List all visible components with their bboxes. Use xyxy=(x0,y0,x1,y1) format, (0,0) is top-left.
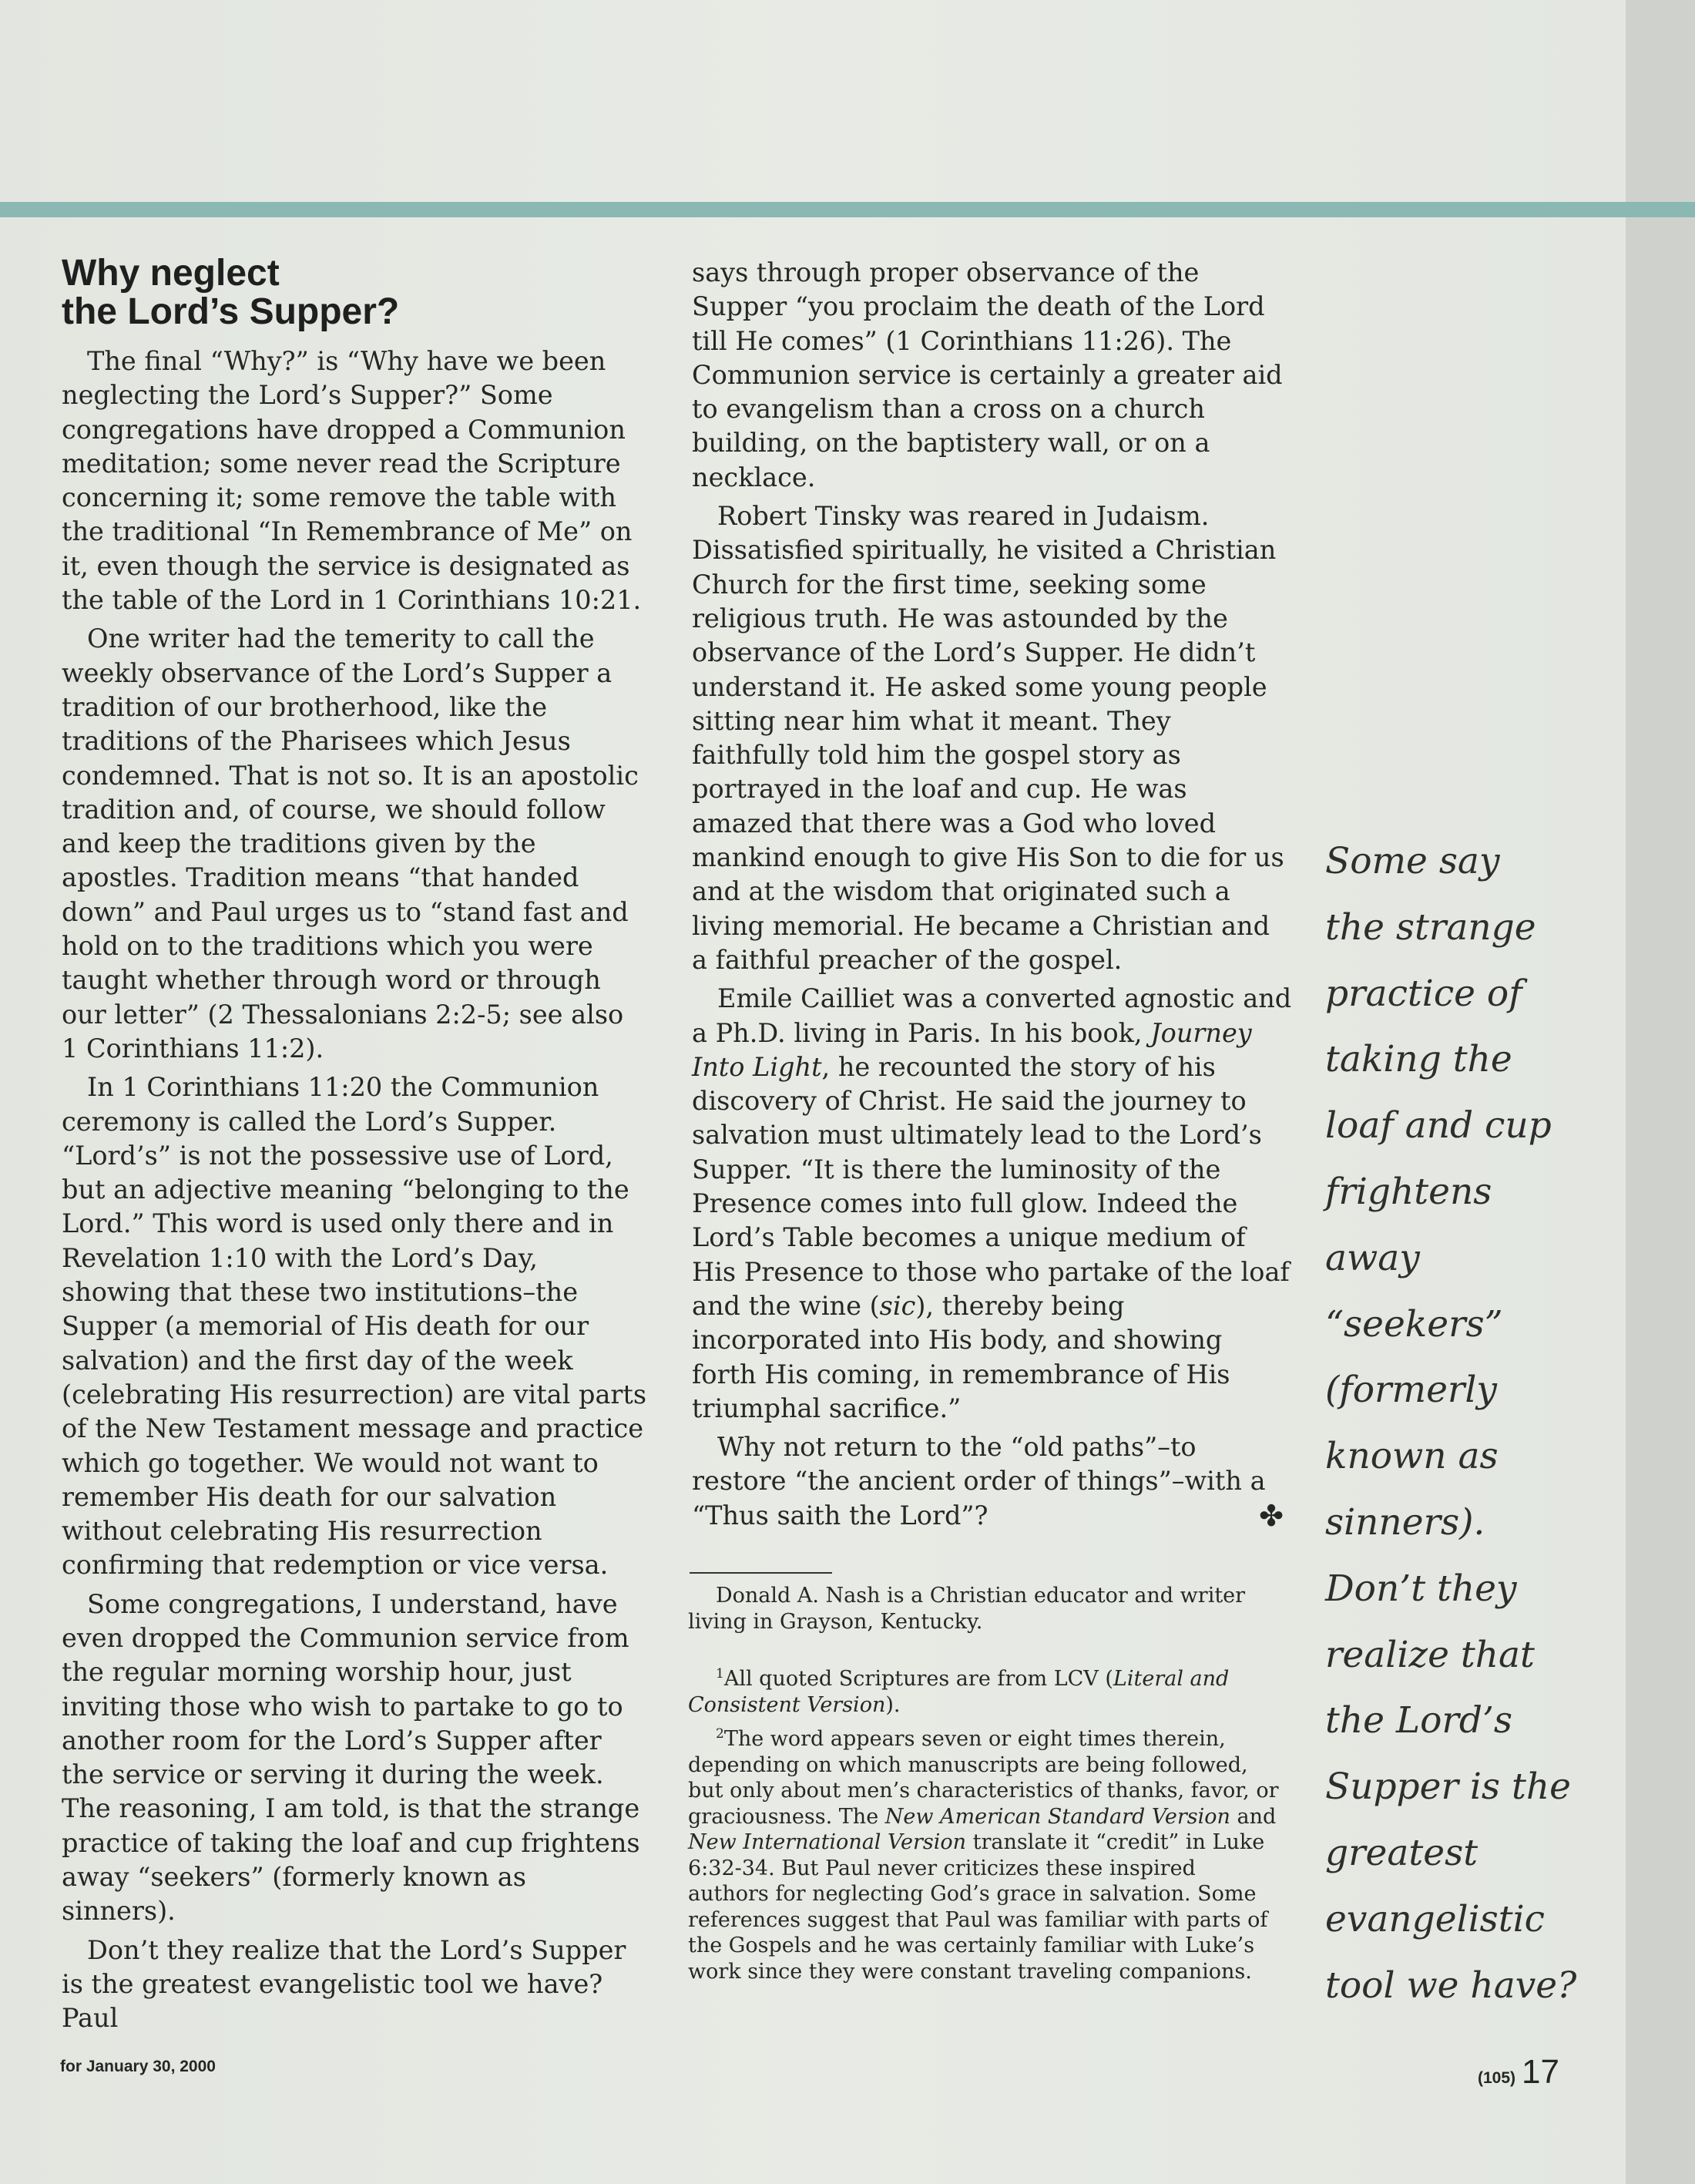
pull-quote-line: tool we have? xyxy=(1325,1964,1577,2007)
paragraph: Don’t they realize that the Lord’s Supper is the greatest evangelistic tool we have? Paul xyxy=(62,1934,626,2034)
header-rule xyxy=(0,202,1695,217)
page-edge xyxy=(1626,0,1695,2184)
pull-quote-line: the Lord’s xyxy=(1325,1699,1513,1742)
version-title: Literal and Consistent Version xyxy=(688,1667,1230,1717)
article-column-1 xyxy=(62,344,647,2036)
sic-note: sic xyxy=(879,1290,916,1321)
heading-line: the Lord’s Supper? xyxy=(62,291,400,332)
pull-quote-line: (formerly xyxy=(1325,1369,1497,1412)
issue-number: (105) xyxy=(1478,2069,1516,2087)
paragraph xyxy=(692,1430,1293,1533)
end-mark-icon: ✤ xyxy=(1259,1498,1284,1533)
paragraph: Robert Tinsky was reared in Judaism. Dissatisfied spiritually, he visited a Christian Church for the first time, seeking some religious truth. He was astounded by the observance of the Lord’s Supper. He didn’t understand it. He asked some young people sitting near him what it meant. They faithfully told him the gospel story as portrayed in the loaf and cup. He was amazed that there was a God who loved mankind enough to give His Son to die for us and at the wisdom that originated such a living memorial. He became a Christian and a faithful preacher of the gospel. xyxy=(692,501,1284,975)
pull-quote-line: sinners). xyxy=(1325,1500,1485,1544)
text-run: Emile Cailliet was a converted agnostic and a Ph.D. living in Paris. In his book, xyxy=(692,983,1292,1048)
footnote xyxy=(688,1722,1281,1984)
pull-quote-line: realize that xyxy=(1325,1633,1535,1676)
pull-quote-line: Some say xyxy=(1325,840,1500,882)
paragraph xyxy=(692,982,1293,1426)
pull-quote-line: evangelistic xyxy=(1325,1897,1545,1940)
pull-quote xyxy=(1325,828,1595,2018)
book-title: Journey Into Light xyxy=(692,1017,1252,1082)
version-title: New International Version xyxy=(688,1830,967,1854)
footnote-divider xyxy=(690,1572,832,1574)
pull-quote-line: Supper is the xyxy=(1325,1766,1571,1809)
text-run: Why not return to the “old paths”–to restore “the ancient order of things”–with a “Thus saith the Lord”? xyxy=(692,1432,1266,1530)
article-heading xyxy=(62,254,647,331)
pull-quote-line: frightens xyxy=(1325,1170,1492,1213)
article-column-2 xyxy=(692,256,1293,1533)
author-bio xyxy=(688,1583,1281,1635)
pull-quote-line: loaf and cup xyxy=(1325,1104,1552,1147)
paragraph: The final “Why?” is “Why have we been neglecting the Lord’s Supper?” Some congregations have dropped a Communion meditation; some never read the Scripture concerning it; some remove the table with the traditional “In Remembrance of Me” on it, even though the service is designated as the table of the Lord in 1 Corinthians 10:21. xyxy=(62,346,642,616)
pull-quote-line: greatest xyxy=(1325,1831,1479,1874)
footnote-number: 1 xyxy=(716,1666,724,1682)
footnotes xyxy=(688,1662,1281,1984)
paragraph: Some congregations, I understand, have even dropped the Communion service from the regular morning worship hour, just inviting those who wish to partake to go to another room for the Lord’s Supper after the service or serving it during the week. The reasoning, I am told, is that the strange practice of taking the loaf and cup frightens away “seekers” (formerly known as sinners). xyxy=(62,1588,640,1927)
footer-date: for January 30, 2000 xyxy=(60,2058,216,2075)
heading-line: Why neglect xyxy=(62,253,280,294)
footnote xyxy=(688,1662,1281,1718)
pull-quote-line: away xyxy=(1325,1236,1420,1279)
page-number: 17 xyxy=(1522,2053,1559,2091)
text-run: translate it “credit” in Luke 6:32-34. But Paul never criticizes these inspired authors for neglecting God’s grace in salvation. Some references suggest that Paul was familiar with parts of the Gospels and he was certainly familiar with Luke’s work since they were constant traveling companions. xyxy=(688,1830,1268,1984)
text-run: and xyxy=(1230,1804,1277,1829)
footer-page-number xyxy=(1478,2053,1559,2092)
text-run: ). xyxy=(885,1692,901,1717)
version-title: New American Standard Version xyxy=(884,1804,1230,1829)
pull-quote-line: taking the xyxy=(1325,1038,1512,1081)
pull-quote-line: “seekers” xyxy=(1325,1302,1503,1346)
footnote-number: 2 xyxy=(716,1726,724,1742)
bio-text: Donald A. Nash is a Christian educator and writer living in Grayson, Kentucky. xyxy=(688,1584,1246,1634)
text-run: All quoted Scriptures are from LCV ( xyxy=(723,1667,1113,1691)
text-run: ), thereby being incorporated into His body, and showing forth His coming, in remembrance of His triumphal sacrifice.” xyxy=(692,1290,1230,1423)
pull-quote-line: Don’t they xyxy=(1325,1567,1517,1610)
pull-quote-line: practice of xyxy=(1325,972,1522,1015)
paragraph: says through proper observance of the Supper “you proclaim the death of the Lord till He comes” (1 Corinthians 11:26). The Communion service is certainly a greater aid to evangelism than a cross on a church building, on the baptistery wall, or on a necklace. xyxy=(692,257,1283,492)
paragraph: One writer had the temerity to call the weekly observance of the Lord’s Supper a tradition of our brotherhood, like the traditions of the Pharisees which Jesus condemned. That is not so. It is an apostolic tradition and, of course, we should follow and keep the traditions given by the apostles. Tradition means “that handed down” and Paul urges us to “stand fast and hold on to the traditions which you were taught whether through word or through our letter” (2 Thessalonians 2:2-5; see also 1 Corinthians 11:2). xyxy=(62,623,639,1063)
pull-quote-line: known as xyxy=(1325,1435,1499,1478)
text-run: The word appears seven or eight times therein, depending on which manuscripts are being followed, but only about men’s characteristics of thanks, favor, or graciousness. The xyxy=(688,1727,1279,1829)
text-run: , he recounted the story of his discovery of Christ. He said the journey to salvation must ultimately lead to the Lord’s Supper. “It is there the luminosity of the Presence comes into full glow. Indeed the Lord’s Table becomes a unique medium of His Presence to those who partake of the loaf and the wine ( xyxy=(692,1051,1290,1321)
paragraph: In 1 Corinthians 11:20 the Communion ceremony is called the Lord’s Supper. “Lord’s” is not the possessive use of Lord, but an adjective meaning “belonging to the Lord.” This word is used only there and in Revelation 1:10 with the Lord’s Day, showing that these two institutions–the Supper (a memorial of His death for our salvation) and the first day of the week (celebrating His resurrection) are vital parts of the New Testament message and practice which go together. We would not want to remember His death for our salvation without celebrating His resurrection confirming that redemption or vice versa. xyxy=(62,1072,647,1581)
pull-quote-line: the strange xyxy=(1325,906,1536,949)
